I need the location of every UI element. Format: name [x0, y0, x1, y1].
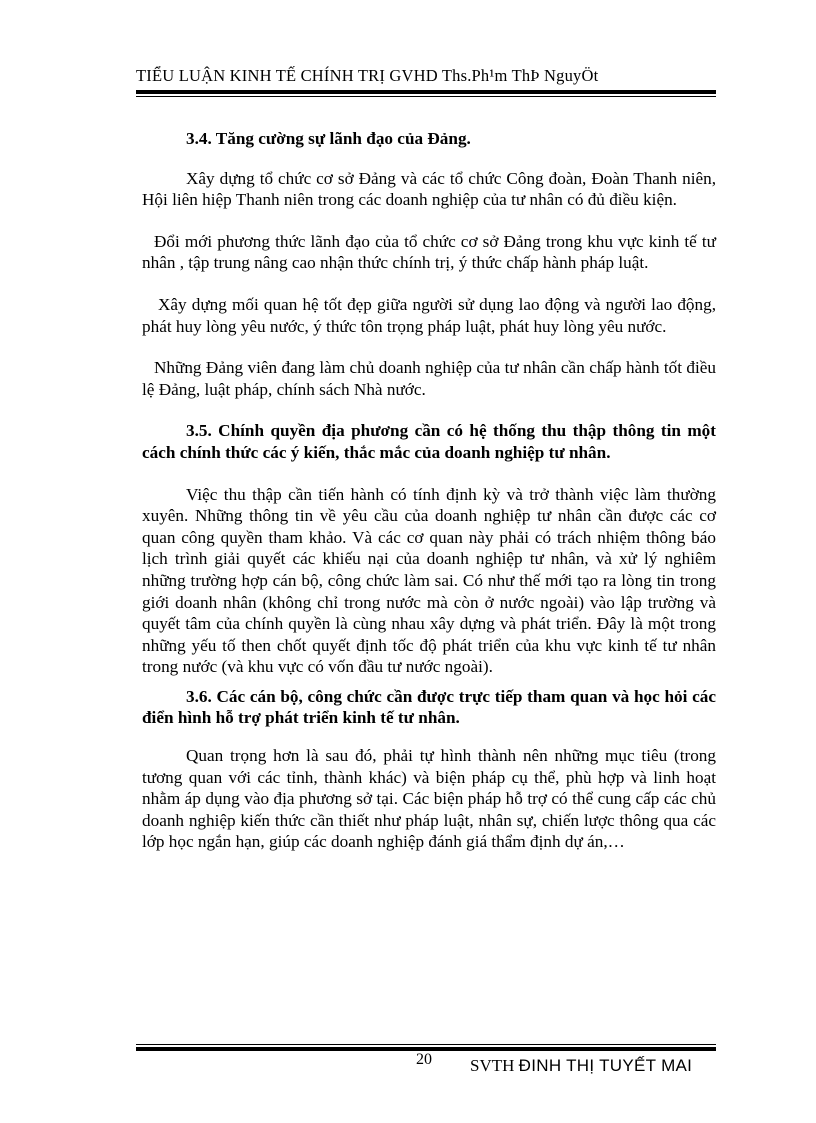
- footer-label: SVTH: [470, 1056, 515, 1075]
- page-number: 20: [416, 1051, 432, 1068]
- header-rule-thick: [136, 90, 716, 94]
- paragraph: Quan trọng hơn là sau đó, phải tự hình thành nên những mục tiêu (trong tương quan với các tỉnh, thành khác) và biện pháp cụ thể, phù hợp và linh hoạt nhằm áp dụng vào địa phương sở tại. Các biện pháp hỗ trợ có thể cung cấp các chủ doanh nghiệp kiến thức cần thiết như pháp luật, nhân sự, chiến lược thông qua các lớp học ngắn hạn, giúp các doanh nghiệp đánh giá thẩm định dự án,…: [142, 746, 716, 852]
- paragraph: Việc thu thập cần tiến hành có tính định kỳ và trở thành việc làm thường xuyên. Những thông tin về yêu cầu của doanh nghiệp tư nhân cần được các cơ quan công quyền tham khảo. Và các cơ quan này phải có trách nhiệm thông báo lịch trình giải quyết các khiếu nại của doanh nghiệp tư nhân, và xử lý nghiêm những trường hợp cán bộ, công chức làm sai. Có như thế mới tạo ra lòng tin trong giới doanh nhân (không chỉ trong nước mà còn ở nước ngoài) vào lập trường và quyết tâm của chính quyền là cùng nhau xây dựng và phát triển. Đây là một trong những yếu tố then chốt quyết định tốc độ phát triển của khu vực kinh tế tư nhân trong nước (và khu vực có vốn đầu tư nước ngoài).: [142, 484, 716, 677]
- footer-rule-thin: [136, 1044, 716, 1045]
- section-heading-3-5: 3.5. Chính quyền địa phương cần có hệ thống thu thập thông tin một cách chính thức các ý kiến, thắc mắc của doanh nghiệp tư nhân.: [142, 421, 716, 462]
- paragraph: Xây dựng mối quan hệ tốt đẹp giữa người sử dụng lao động và người lao động, phát huy lòng yêu nước, ý thức tôn trọng pháp luật, phát huy lòng yêu nước.: [142, 294, 716, 336]
- paragraph: Những Đảng viên đang làm chủ doanh nghiệp của tư nhân cần chấp hành tốt điều lệ Đảng, luật pháp, chính sách Nhà nước.: [142, 358, 716, 399]
- section-heading-3-4: 3.4. Tăng cường sự lãnh đạo của Đảng.: [186, 129, 471, 148]
- page-header: TIỂU LUẬN KINH TẾ CHÍNH TRỊ GVHD Ths.Ph¹m ThÞ NguyÖt: [136, 66, 599, 85]
- author-name: ĐINH THỊ TUYẾT MAI: [518, 1056, 693, 1075]
- page-body: [142, 128, 716, 853]
- footer-author: [470, 1056, 716, 1076]
- section-heading-3-6: 3.6. Các cán bộ, công chức cần được trực tiếp tham quan và học hỏi các điển hình hỗ trợ phát triển kinh tế tư nhân.: [142, 686, 716, 728]
- paragraph: Đổi mới phương thức lãnh đạo của tổ chức cơ sở Đảng trong khu vực kinh tế tư nhân , tập trung nâng cao nhận thức chính trị, ý thức chấp hành pháp luật.: [142, 231, 716, 273]
- paragraph: Xây dựng tổ chức cơ sở Đảng và các tổ chức Công đoàn, Đoàn Thanh niên, Hội liên hiệp Thanh niên trong các doanh nghiệp của tư nhân có đủ điều kiện.: [142, 168, 716, 210]
- header-rule-thin: [136, 96, 716, 97]
